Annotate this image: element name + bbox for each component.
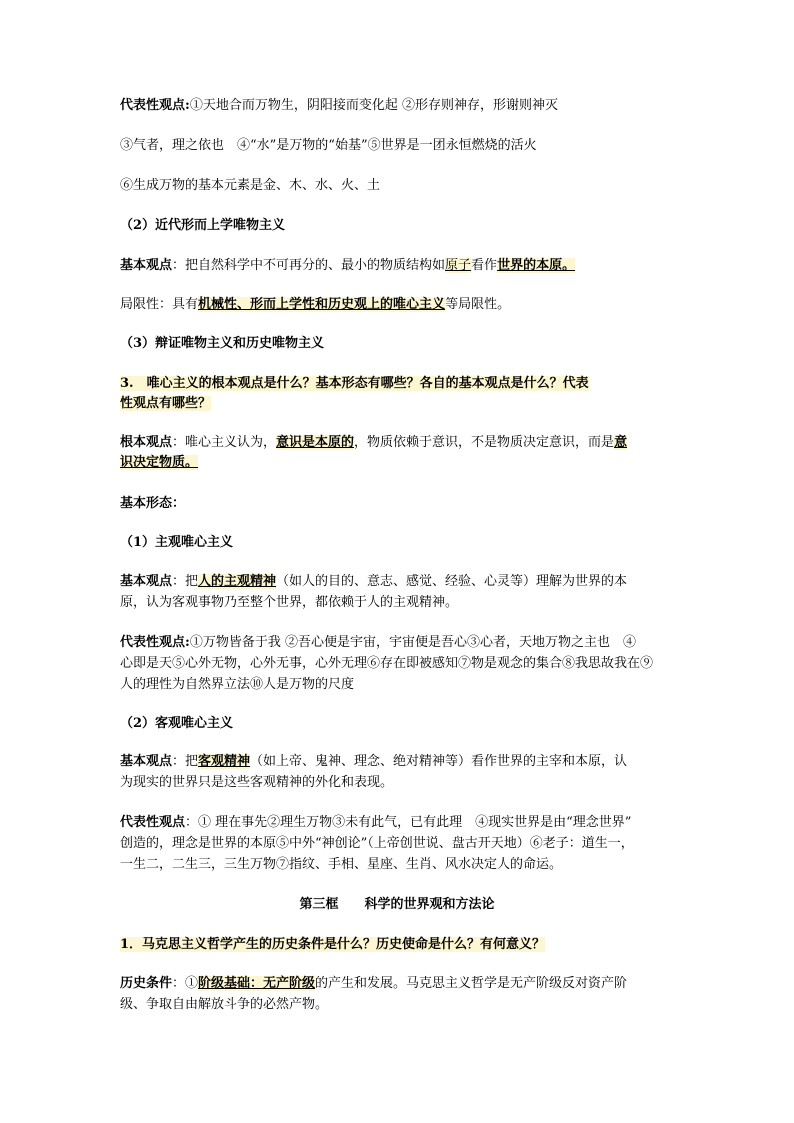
- underlined-term: 意: [614, 435, 628, 450]
- heading-text: （2）近代形而上学唯物主义: [120, 218, 286, 233]
- question-line: [120, 935, 545, 955]
- underlined-term: 识决定物质。: [120, 455, 199, 470]
- text: 原，认为客观事物乃至整个世界，都依赖于人的主观精神。: [120, 595, 459, 610]
- underlined-term: 阶级基础：无产阶级: [198, 976, 316, 991]
- heading-text: （1）主观唯心主义: [120, 535, 234, 550]
- paragraph-line: [120, 593, 458, 613]
- text: 局限性：具有: [120, 297, 199, 312]
- text: 人的理性为自然界立法⑩人是万物的尺度: [120, 677, 355, 692]
- section-title: [0, 895, 794, 915]
- text: 和: [315, 297, 329, 312]
- label: 代表性观点:: [120, 635, 190, 650]
- text: 级、争取自由解放斗争的必然产物。: [120, 997, 329, 1012]
- label: 代表性观点: [120, 815, 186, 830]
- underlined-term: 机械性、形而上学性: [198, 297, 316, 312]
- question-text: 3. 唯心主义的根本观点是什么？基本形态有哪些？各自的基本观点是什么？代表: [120, 376, 589, 391]
- paragraph-line: [120, 995, 328, 1015]
- text: 创造的，理念是世界的本原⑤中外“神创论”（上帝创世说、盘古开天地）⑥老子：道生一，: [120, 836, 634, 851]
- paragraph-line: [120, 494, 185, 514]
- text: 为现实的世界只是这些客观精神的外化和表现。: [120, 775, 394, 790]
- text: ：①: [172, 976, 199, 991]
- paragraph-subjective-basic: [120, 572, 627, 592]
- paragraph-line: [120, 855, 562, 875]
- question-text: 1．马克思主义哲学产生的历史条件是什么？历史使命是什么？有何意义？: [120, 937, 546, 952]
- paragraph-line: [120, 176, 380, 196]
- text: ：把: [172, 574, 199, 589]
- underlined-term: 历史观上的唯心主义: [328, 297, 446, 312]
- label: 基本观点: [120, 754, 173, 769]
- heading-text: （2）客观唯心主义: [120, 716, 234, 731]
- paragraph-line: [120, 834, 634, 854]
- label: 根本观点: [120, 435, 173, 450]
- text: ③气者，理之依也 ④“水”是万物的“始基”⑤世界是一团永恒燃烧的活火: [120, 138, 537, 153]
- text: 基本形态：: [120, 496, 186, 511]
- text: ：把: [172, 754, 199, 769]
- section-title-text: 第三框 科学的世界观和方法论: [299, 897, 495, 912]
- subheading: [120, 714, 233, 734]
- paragraph-basic-view: [120, 256, 575, 276]
- subheading: [120, 334, 324, 354]
- paragraph-objective-views: [120, 813, 631, 833]
- paragraph-objective-basic: [120, 752, 627, 772]
- heading-text: （3）辩证唯物主义和历史唯物主义: [120, 336, 325, 351]
- paragraph-historical-conditions: [120, 974, 627, 994]
- paragraph-representative-views: [120, 96, 558, 116]
- paragraph-subjective-views: [120, 633, 636, 653]
- text: ，物质依赖于意识，不是物质决定意识，而是: [354, 435, 615, 450]
- label: 代表性观点:: [120, 98, 190, 113]
- text: ①万物皆备于我 ②吾心便是宇宙，宇宙便是吾心③心者，天地万物之主也 ④: [189, 635, 636, 650]
- paragraph-line: [120, 453, 198, 473]
- paragraph-line: [120, 773, 393, 793]
- paragraph-fundamental-view: [120, 433, 627, 453]
- underlined-term: 世界的本原。: [497, 258, 576, 273]
- text: 的产生和发展。马克思主义哲学是无产阶级反对资产阶: [315, 976, 628, 991]
- underlined-term: 原子: [445, 258, 472, 273]
- question-line: [120, 374, 589, 394]
- text: （如上帝、鬼神、理念、绝对精神等）看作世界的主宰和本原，认: [250, 754, 628, 769]
- text: 看作: [471, 258, 498, 273]
- text: （如人的目的、意志、感觉、经验、心灵等）理解为世界的本: [276, 574, 628, 589]
- text: ⑥生成万物的基本元素是金、木、水、火、土: [120, 178, 381, 193]
- underlined-term: 客观精神: [198, 754, 251, 769]
- paragraph-line: [120, 675, 354, 695]
- paragraph-line: [120, 654, 653, 674]
- label: 历史条件: [120, 976, 173, 991]
- subheading: [120, 533, 233, 553]
- paragraph-limitations: [120, 295, 510, 315]
- label: 基本观点: [120, 258, 173, 273]
- paragraph-line: [120, 136, 537, 156]
- question-line: [120, 394, 211, 414]
- text: ①天地合而万物生，阴阳接而变化起 ②形存则神存，形谢则神灭: [189, 98, 558, 113]
- underlined-term: 人的主观精神: [198, 574, 277, 589]
- text: 等局限性。: [445, 297, 511, 312]
- text: 一生二，二生三，三生万物⑦指纹、手相、星座、生肖、风水决定人的命运。: [120, 857, 563, 872]
- label: 基本观点: [120, 574, 173, 589]
- subheading: [120, 216, 285, 236]
- question-text: 性观点有哪些？: [120, 396, 212, 411]
- text: ：唯心主义认为，: [172, 435, 277, 450]
- text: ：① 理在事先②理生万物③未有此气，已有此理 ④现实世界是由“理念世界”: [185, 815, 632, 830]
- text: ：把自然科学中不可再分的、最小的物质结构如: [172, 258, 446, 273]
- underlined-term: 意识是本原的: [276, 435, 355, 450]
- text: 心即是天⑤心外无物，心外无事，心外无理⑥存在即被感知⑦物是观念的集合⑧我思故我在⑨: [120, 656, 654, 671]
